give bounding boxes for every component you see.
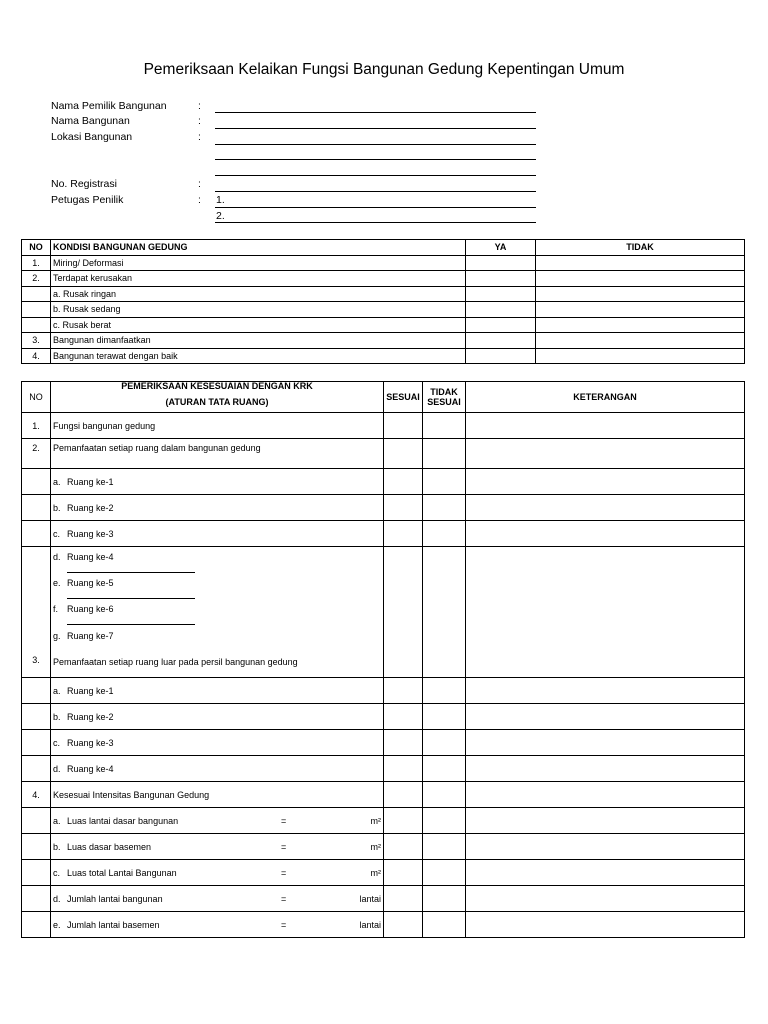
no-cell[interactable] <box>536 255 745 271</box>
not-ok-cell[interactable] <box>423 782 466 808</box>
room-item <box>53 552 114 562</box>
table-row <box>22 834 745 860</box>
table-row <box>22 521 745 547</box>
notes-cell[interactable] <box>466 912 745 938</box>
row-number <box>22 704 51 730</box>
room-item <box>51 469 384 495</box>
col-header-condition: KONDISI BANGUNAN GEDUNG <box>51 240 466 256</box>
ok-cell[interactable] <box>384 912 423 938</box>
col-header-no-answer: TIDAK <box>536 240 745 256</box>
ok-cell[interactable] <box>384 439 423 469</box>
table-row <box>22 782 745 808</box>
yes-cell[interactable] <box>466 271 536 287</box>
table-row <box>22 271 745 287</box>
registration-label: No. Registrasi <box>51 178 117 190</box>
notes-cell[interactable] <box>466 495 745 521</box>
colon: : <box>198 194 201 206</box>
no-cell[interactable] <box>536 348 745 364</box>
row-number <box>22 756 51 782</box>
row-number <box>22 286 51 302</box>
not-ok-cell[interactable] <box>423 756 466 782</box>
equals-sign: = <box>281 893 287 904</box>
item-text: Ruang ke-3 <box>67 737 114 748</box>
inspector-1-number: 1. <box>216 194 225 206</box>
no-cell[interactable] <box>536 302 745 318</box>
intensity-item <box>51 808 384 834</box>
notes-cell[interactable] <box>466 834 745 860</box>
colon: : <box>198 131 201 143</box>
item-text: Jumlah lantai basemen <box>67 919 160 930</box>
not-ok-cell[interactable] <box>423 495 466 521</box>
ok-cell[interactable] <box>384 704 423 730</box>
item-letter: a. <box>53 685 61 696</box>
ok-cell[interactable] <box>384 860 423 886</box>
ok-cell[interactable] <box>384 886 423 912</box>
col-header-not-ok <box>423 382 466 413</box>
registration-input-line[interactable] <box>215 191 536 192</box>
notes-cell[interactable] <box>466 756 745 782</box>
row-text: Bangunan terawat dengan baik <box>51 348 466 364</box>
table-row <box>22 317 745 333</box>
item-letter: g. <box>53 631 61 641</box>
item-letter: c. <box>53 867 61 878</box>
table-row <box>22 333 745 349</box>
not-ok-cell[interactable] <box>423 886 466 912</box>
col-header-not-ok-line2: SESUAI <box>427 397 461 407</box>
room-item <box>53 604 114 614</box>
ok-cell[interactable] <box>384 547 423 678</box>
owner-input-line[interactable] <box>215 112 536 113</box>
not-ok-cell[interactable] <box>423 439 466 469</box>
item-letter: d. <box>53 552 61 562</box>
item-text: Ruang ke-4 <box>67 763 114 774</box>
notes-cell[interactable] <box>466 547 745 678</box>
not-ok-cell[interactable] <box>423 469 466 495</box>
row-text: Pemanfaatan setiap ruang dalam bangunan gedung <box>51 439 384 469</box>
unit-label: m² <box>370 841 381 852</box>
item-letter: f. <box>53 604 59 614</box>
row-text: c. Rusak berat <box>51 317 466 333</box>
row-number <box>22 860 51 886</box>
item-letter: e. <box>53 578 61 588</box>
item-text: Jumlah lantai bangunan <box>67 893 163 904</box>
room-item <box>51 704 384 730</box>
room-underline <box>67 572 195 573</box>
room-item <box>51 678 384 704</box>
table-row <box>22 286 745 302</box>
not-ok-cell[interactable] <box>423 704 466 730</box>
ok-cell[interactable] <box>384 469 423 495</box>
row-number <box>22 495 51 521</box>
row-number: 2. <box>22 271 51 287</box>
notes-cell[interactable] <box>466 678 745 704</box>
row-text: b. Rusak sedang <box>51 302 466 318</box>
table-row <box>22 348 745 364</box>
row-text: Pemanfaatan setiap ruang luar pada persil bangunan gedung <box>53 657 298 667</box>
ok-cell[interactable] <box>384 756 423 782</box>
table-row <box>22 912 745 938</box>
table-row <box>22 808 745 834</box>
item-letter: c. <box>53 528 61 539</box>
col-header-ok: SESUAI <box>384 382 423 413</box>
row-text: Terdapat kerusakan <box>51 271 466 287</box>
not-ok-cell[interactable] <box>423 808 466 834</box>
table-row <box>22 704 745 730</box>
room-item <box>51 495 384 521</box>
not-ok-cell[interactable] <box>423 413 466 439</box>
room-item <box>51 756 384 782</box>
intensity-item <box>51 886 384 912</box>
table-row <box>22 302 745 318</box>
yes-cell[interactable] <box>466 255 536 271</box>
yes-cell[interactable] <box>466 317 536 333</box>
row-number-3: 3. <box>32 655 40 665</box>
room-item <box>53 578 114 588</box>
row-number <box>22 317 51 333</box>
notes-cell[interactable] <box>466 808 745 834</box>
row-number: 4. <box>22 782 51 808</box>
item-text: Ruang ke-1 <box>67 476 114 487</box>
notes-cell[interactable] <box>466 782 745 808</box>
col-header-check-line1: PEMERIKSAAN KESESUAIAN DENGAN KRK <box>121 381 313 391</box>
item-letter: b. <box>53 841 61 852</box>
item-text: Ruang ke-5 <box>67 578 114 588</box>
location-input-line-2[interactable] <box>215 159 536 160</box>
col-header-not-ok-line1: TIDAK <box>430 387 458 397</box>
row-number <box>22 547 51 678</box>
item-letter: b. <box>53 502 61 513</box>
item-letter: e. <box>53 919 61 930</box>
location-input-line-1[interactable] <box>215 144 536 145</box>
no-cell[interactable] <box>536 333 745 349</box>
building-input-line[interactable] <box>215 128 536 129</box>
item-letter: a. <box>53 476 61 487</box>
row-text: Miring/ Deformasi <box>51 255 466 271</box>
room-item <box>51 730 384 756</box>
colon: : <box>198 115 201 127</box>
item-text: Luas dasar basemen <box>67 841 152 852</box>
table-header-row <box>22 240 745 256</box>
not-ok-cell[interactable] <box>423 521 466 547</box>
table-row <box>22 886 745 912</box>
table-row <box>22 439 745 469</box>
not-ok-cell[interactable] <box>423 860 466 886</box>
row-number <box>22 678 51 704</box>
ok-cell[interactable] <box>384 730 423 756</box>
item-letter: d. <box>53 763 61 774</box>
row-number <box>22 808 51 834</box>
col-header-yes: YA <box>466 240 536 256</box>
location-label: Lokasi Bangunan <box>51 131 133 143</box>
ok-cell[interactable] <box>384 782 423 808</box>
inspector-2-number: 2. <box>216 210 225 222</box>
row-number <box>22 886 51 912</box>
item-letter: a. <box>53 815 61 826</box>
notes-cell[interactable] <box>466 469 745 495</box>
no-cell[interactable] <box>536 286 745 302</box>
item-text: Ruang ke-1 <box>67 685 114 696</box>
not-ok-cell[interactable] <box>423 678 466 704</box>
colon: : <box>198 100 201 112</box>
yes-cell[interactable] <box>466 348 536 364</box>
building-condition-table <box>21 239 745 364</box>
table-row <box>22 469 745 495</box>
row-number <box>22 834 51 860</box>
row-number: 1. <box>22 413 51 439</box>
col-header-check-line2: (ATURAN TATA RUANG) <box>165 397 269 407</box>
intensity-item <box>51 912 384 938</box>
item-text: Ruang ke-2 <box>67 502 114 513</box>
item-text: Ruang ke-2 <box>67 711 114 722</box>
room-underline <box>67 598 195 599</box>
notes-cell[interactable] <box>466 860 745 886</box>
ok-cell[interactable] <box>384 413 423 439</box>
unit-label: lantai <box>359 893 381 904</box>
row-number: 3. <box>22 333 51 349</box>
yes-cell[interactable] <box>466 286 536 302</box>
table-row <box>22 255 745 271</box>
item-letter: c. <box>53 737 61 748</box>
row-number: 4. <box>22 348 51 364</box>
ok-cell[interactable] <box>384 521 423 547</box>
col-header-check <box>51 382 384 413</box>
row-number <box>22 521 51 547</box>
not-ok-cell[interactable] <box>423 834 466 860</box>
unit-label: m² <box>370 867 381 878</box>
krk-compliance-table <box>21 381 745 938</box>
not-ok-cell[interactable] <box>423 730 466 756</box>
item-letter: d. <box>53 893 61 904</box>
row-text: Kesesuai Intensitas Bangunan Gedung <box>51 782 384 808</box>
notes-cell[interactable] <box>466 730 745 756</box>
building-label: Nama Bangunan <box>51 115 130 127</box>
equals-sign: = <box>281 867 287 878</box>
row-number: 2. <box>22 439 51 469</box>
room-list-cell <box>51 547 384 678</box>
not-ok-cell[interactable] <box>423 547 466 678</box>
item-text: Ruang ke-6 <box>67 604 114 614</box>
row-number: 1. <box>22 255 51 271</box>
not-ok-cell[interactable] <box>423 912 466 938</box>
row-text: a. Rusak ringan <box>51 286 466 302</box>
yes-cell[interactable] <box>466 333 536 349</box>
inspector-label: Petugas Penilik <box>51 194 124 206</box>
col-header-no: NO <box>22 382 51 413</box>
unit-label: m² <box>370 815 381 826</box>
ok-cell[interactable] <box>384 678 423 704</box>
inspector-1-input-line[interactable] <box>215 207 536 208</box>
table-row <box>22 756 745 782</box>
notes-cell[interactable] <box>466 521 745 547</box>
unit-label: lantai <box>359 919 381 930</box>
colon: : <box>198 178 201 190</box>
item-text: Ruang ke-4 <box>67 552 114 562</box>
equals-sign: = <box>281 919 287 930</box>
col-header-no: NO <box>22 240 51 256</box>
equals-sign: = <box>281 841 287 852</box>
ok-cell[interactable] <box>384 495 423 521</box>
table-row <box>22 678 745 704</box>
room-item <box>53 631 114 641</box>
row-number <box>22 469 51 495</box>
location-input-line-3[interactable] <box>215 175 536 176</box>
ok-cell[interactable] <box>384 808 423 834</box>
item-text: Luas total Lantai Bangunan <box>67 867 177 878</box>
table-row <box>22 860 745 886</box>
yes-cell[interactable] <box>466 302 536 318</box>
row-number <box>22 302 51 318</box>
table-row <box>22 730 745 756</box>
item-letter: b. <box>53 711 61 722</box>
notes-cell[interactable] <box>466 439 745 469</box>
row-number <box>22 912 51 938</box>
page-title: Pemeriksaan Kelaikan Fungsi Bangunan Gedung Kepentingan Umum <box>143 61 625 78</box>
row-text: Bangunan dimanfaatkan <box>51 333 466 349</box>
table-row <box>22 413 745 439</box>
room-item <box>51 521 384 547</box>
item-text: Ruang ke-7 <box>67 631 114 641</box>
no-cell[interactable] <box>536 317 745 333</box>
intensity-item <box>51 860 384 886</box>
notes-cell[interactable] <box>466 413 745 439</box>
item-text: Luas lantai dasar bangunan <box>67 815 179 826</box>
inspector-2-input-line[interactable] <box>215 222 536 223</box>
notes-cell[interactable] <box>466 704 745 730</box>
row-text: Fungsi bangunan gedung <box>51 413 384 439</box>
col-header-notes: KETERANGAN <box>466 382 745 413</box>
notes-cell[interactable] <box>466 886 745 912</box>
intensity-item <box>51 834 384 860</box>
equals-sign: = <box>281 815 287 826</box>
ok-cell[interactable] <box>384 834 423 860</box>
table-row <box>22 495 745 521</box>
table-header-row <box>22 382 745 413</box>
no-cell[interactable] <box>536 271 745 287</box>
owner-label: Nama Pemilik Bangunan <box>51 100 167 112</box>
item-text: Ruang ke-3 <box>67 528 114 539</box>
room-underline <box>67 624 195 625</box>
table-row-tall <box>22 547 745 678</box>
row-number <box>22 730 51 756</box>
